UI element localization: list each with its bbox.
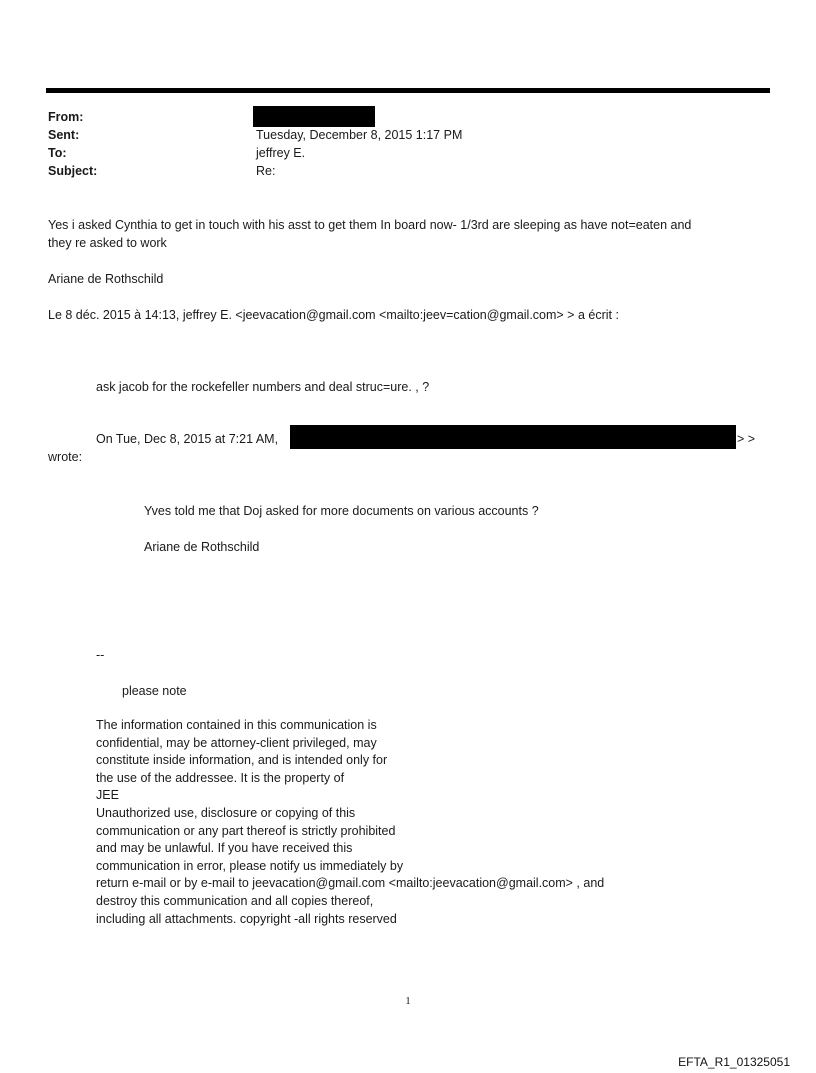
document-id: EFTA_R1_01325051 bbox=[678, 1055, 790, 1069]
ask-line: ask jacob for the rockefeller numbers and deal struc=ure. , ? bbox=[96, 380, 430, 394]
header-rule bbox=[46, 88, 770, 93]
quote-intro: Le 8 déc. 2015 à 14:13, jeffrey E. <jeevacation@gmail.com <mailto:jeev=cation@gmail.com> > a écrit : bbox=[48, 308, 619, 322]
disclaimer-line: return e-mail or by e-mail to jeevacation@gmail.com <mailto:jeevacation@gmail.com> , and bbox=[96, 876, 605, 891]
on-tue-suffix: > > bbox=[737, 432, 756, 446]
to-value: jeffrey E. bbox=[256, 146, 306, 160]
on-tue-prefix: On Tue, Dec 8, 2015 at 7:21 AM, bbox=[96, 432, 279, 446]
body-para1-line1: Yes i asked Cynthia to get in touch with his asst to get them In board now- 1/3rd are sleeping as have not=eaten and bbox=[48, 218, 692, 232]
sender-redaction bbox=[290, 425, 736, 449]
sent-value: Tuesday, December 8, 2015 1:17 PM bbox=[256, 128, 463, 142]
sent-label: Sent: bbox=[48, 128, 80, 142]
disclaimer-line: communication in error, please notify us immediately by bbox=[96, 858, 404, 873]
disclaimer-line: communication or any part thereof is strictly prohibited bbox=[96, 823, 396, 838]
signature-1: Ariane de Rothschild bbox=[48, 272, 164, 286]
disclaimer-line: confidential, may be attorney-client privileged, may bbox=[96, 735, 377, 750]
from-redaction bbox=[253, 106, 375, 127]
disclaimer-line: the use of the addressee. It is the property of bbox=[96, 770, 345, 785]
wrote-label: wrote: bbox=[48, 450, 83, 464]
disclaimer-line: including all attachments. copyright -all rights reserved bbox=[96, 911, 397, 926]
disclaimer-line: The information contained in this communication is bbox=[96, 718, 377, 732]
subject-value: Re: bbox=[256, 164, 276, 178]
page-number: 1 bbox=[405, 995, 411, 1007]
disclaimer-block bbox=[96, 717, 604, 928]
subject-label: Subject: bbox=[48, 164, 98, 178]
disclaimer-line: JEE bbox=[96, 788, 119, 803]
signature-2: Ariane de Rothschild bbox=[144, 540, 260, 554]
signature-dashes: -- bbox=[96, 648, 105, 662]
to-label: To: bbox=[48, 146, 67, 160]
disclaimer-line: destroy this communication and all copies thereof, bbox=[96, 893, 374, 908]
from-label: From: bbox=[48, 110, 84, 124]
body-para1-line2: they re asked to work bbox=[48, 236, 167, 250]
disclaimer-line: constitute inside information, and is intended only for bbox=[96, 753, 388, 768]
yves-line: Yves told me that Doj asked for more documents on various accounts ? bbox=[144, 504, 539, 518]
disclaimer-line: and may be unlawful. If you have received this bbox=[96, 841, 353, 856]
disclaimer-line: Unauthorized use, disclosure or copying of this bbox=[96, 805, 356, 820]
please-note: please note bbox=[122, 684, 187, 698]
